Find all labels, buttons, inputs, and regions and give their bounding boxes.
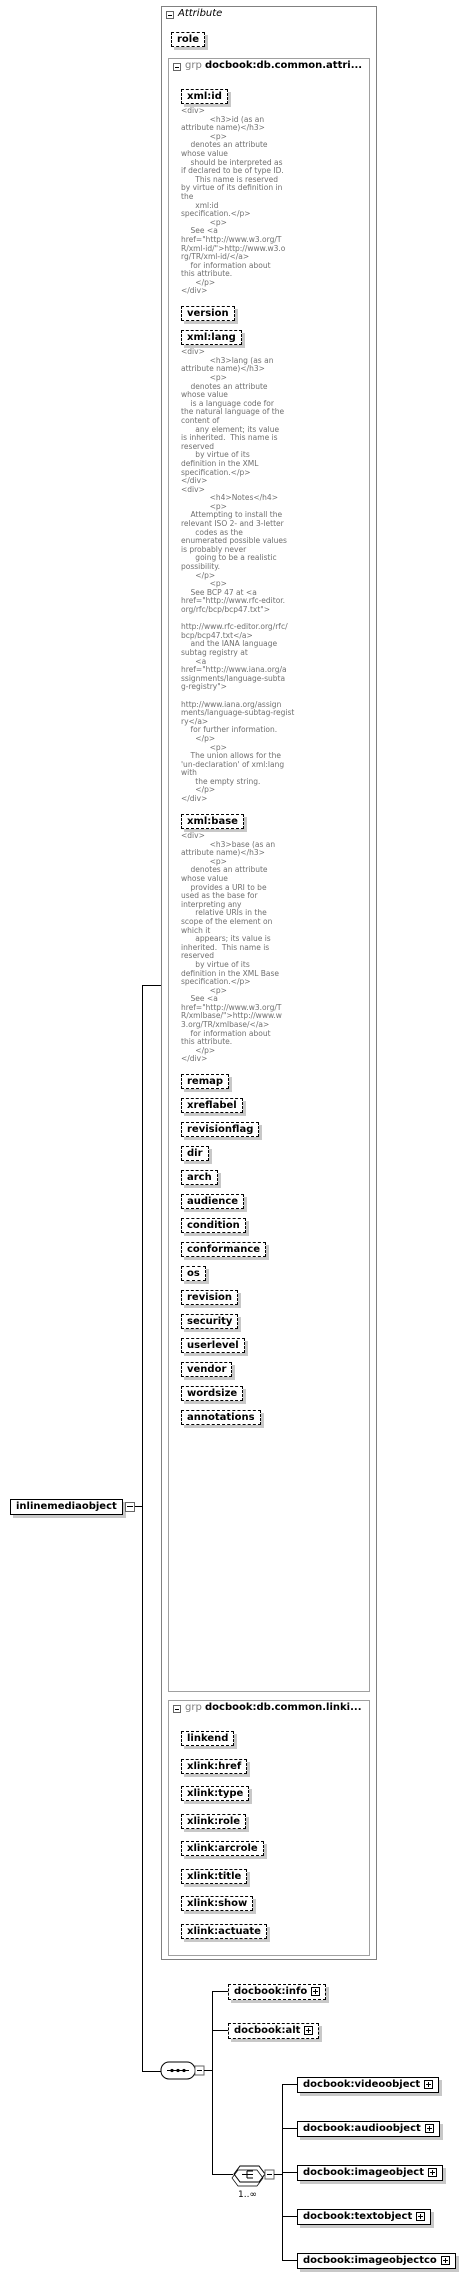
element-label: docbook:imageobjectco (303, 2255, 437, 2266)
root-element-label: inlinemediaobject (16, 1501, 117, 1512)
element-docbook-videoobject[interactable] (297, 2077, 439, 2093)
attr-revision[interactable]: revision (181, 1290, 238, 1305)
attr-xlink-title[interactable]: xlink:title (181, 1869, 247, 1884)
attr-userlevel[interactable]: userlevel (181, 1338, 245, 1353)
group-linking-title: docbook:db.common.linki... (205, 1702, 362, 1713)
attr-audience[interactable]: audience (181, 1194, 244, 1209)
expand-icon[interactable] (425, 2124, 434, 2133)
attr-documentation: <div> <h3>base (as an attribute name)</h3> <p> denotes an attribute whose value provides a URI to be used as the base for interpreting any relative URIs in the scope of the element on which it appears; its value is inherited. This name is reserved by virtue of its definition in the XML Base specification.</p> <p> See <a href="http://www.w3.org/T R/xmlbase/">http://www.w 3.org/TR/xmlbase/</a> for information about this attribute. </p> </div> (181, 831, 282, 1064)
attr-xlink-actuate[interactable]: xlink:actuate (181, 1924, 267, 1939)
attr-xml-lang[interactable]: xml:lang (181, 330, 242, 345)
attr-condition[interactable]: condition (181, 1218, 246, 1233)
choice-cardinality: 1..∞ (238, 2190, 257, 2200)
element-docbook-textobject[interactable] (297, 2209, 431, 2225)
expand-icon[interactable] (424, 2080, 433, 2089)
element-docbook-audioobject[interactable] (297, 2121, 440, 2137)
element-label: docbook:alt (234, 2025, 301, 2036)
attribute-panel-title: Attribute (178, 8, 223, 19)
expand-icon[interactable] (441, 2256, 450, 2265)
attr-xlink-type[interactable]: xlink:type (181, 1786, 249, 1801)
element-docbook-imageobjectco[interactable] (297, 2253, 456, 2269)
attr-linkend[interactable]: linkend (181, 1731, 234, 1746)
element-label: docbook:textobject (303, 2211, 413, 2222)
attr-xlink-role[interactable]: xlink:role (181, 1814, 246, 1829)
attr-xlink-show[interactable]: xlink:show (181, 1896, 253, 1911)
attr-documentation: <div> <h3>lang (as an attribute name)</h3> <p> denotes an attribute whose value is a language code for the natural language of the content of any element; its value is inherited. This name is reserved by virtue of its definition in the XML specification.</p> </div> <div> <h4>Notes</h4> <p> Attempting to install the relevant ISO 2- and 3-letter codes as the enumerated possible values is probably never going to be a realistic possibility. </p> <p> See BCP 47 at <a href="http://www.rfc-editor. org/rfc/bcp/bcp47.txt"> http://www.rfc-editor.org/rfc/ bcp/bcp47.txt</a> and the IANA language subtag registry at <a href="http://www.iana.org/a ssignments/language-subta g-registry"> http://www.iana.org/assign ments/language-subtag-regist ry</a> for further information. </p> <p> The union allows for the 'un-declaration' of xml:lang with the empty string. </p> </div> (181, 347, 295, 804)
expand-icon[interactable] (311, 1987, 320, 1996)
element-docbook-info[interactable] (228, 1984, 326, 2000)
attr-xml-base[interactable]: xml:base (181, 814, 244, 829)
element-label: docbook:info (234, 1986, 308, 1997)
element-label: docbook:videoobject (303, 2079, 421, 2090)
element-label: docbook:audioobject (303, 2123, 421, 2134)
attr-role[interactable]: role (171, 32, 205, 47)
attr-revisionflag[interactable]: revisionflag (181, 1122, 259, 1137)
element-docbook-alt[interactable] (228, 2023, 319, 2039)
attr-documentation: <div> <h3>id (as an attribute name)</h3> <p> denotes an attribute whose value should be interpreted as if declared to be of type ID. This name is reserved by virtue of its definition in the xml:id specification.</p> <p> See <a href="http://www.w3.org/T R/xml-id/">http://www.w3.o rg/TR/xml-id/</a> for information about this attribute. </p> </div> (181, 106, 286, 296)
element-label: docbook:imageobject (303, 2167, 424, 2178)
group-common-title: docbook:db.common.attri... (205, 60, 363, 71)
attr-conformance[interactable]: conformance (181, 1242, 266, 1257)
attr-xlink-href[interactable]: xlink:href (181, 1759, 247, 1774)
attr-remap[interactable]: remap (181, 1074, 229, 1089)
expand-icon[interactable] (428, 2168, 437, 2177)
attr-vendor[interactable]: vendor (181, 1362, 232, 1377)
group-prefix: grp (185, 1702, 202, 1713)
attr-version[interactable]: version (181, 306, 235, 321)
attr-xlink-arcrole[interactable]: xlink:arcrole (181, 1841, 264, 1856)
attr-os[interactable]: os (181, 1266, 206, 1281)
attr-xml-id[interactable]: xml:id (181, 89, 228, 104)
attr-security[interactable]: security (181, 1314, 238, 1329)
attr-annotations[interactable]: annotations (181, 1410, 261, 1425)
expand-icon[interactable] (304, 2026, 313, 2035)
element-docbook-imageobject[interactable] (297, 2165, 443, 2181)
expand-icon[interactable] (416, 2212, 425, 2221)
attr-arch[interactable]: arch (181, 1170, 218, 1185)
attr-dir[interactable]: dir (181, 1146, 209, 1161)
attr-wordsize[interactable]: wordsize (181, 1386, 243, 1401)
group-prefix: grp (185, 60, 202, 71)
attr-xreflabel[interactable]: xreflabel (181, 1098, 243, 1113)
